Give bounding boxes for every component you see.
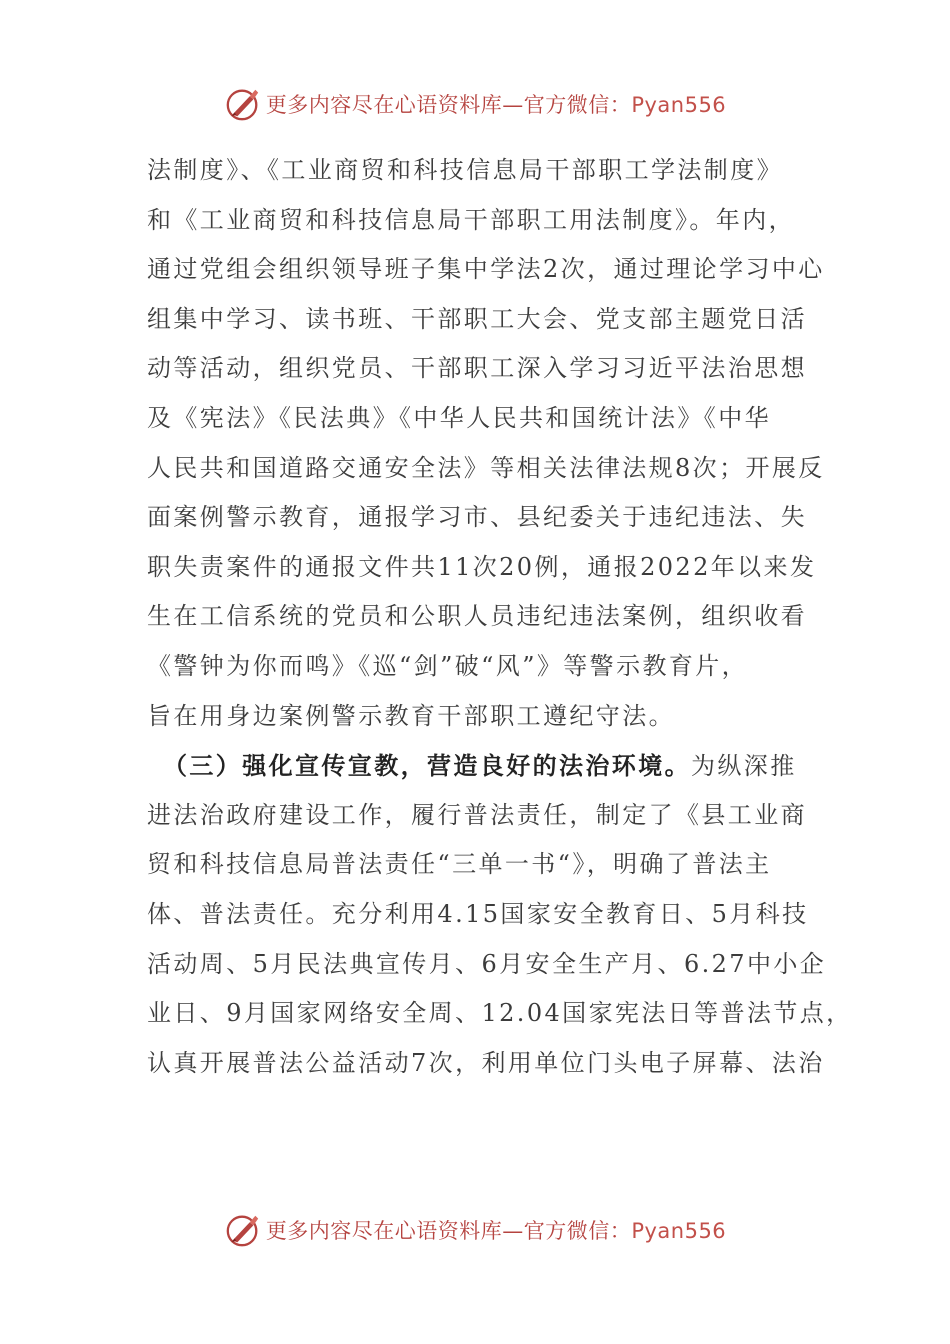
text-line: 和《工业商贸和科技信息局干部职工用法制度》。年内，: [147, 205, 795, 234]
text-line: 组集中学习、读书班、干部职工大会、党支部主题党日活: [147, 304, 807, 333]
text-line: 进法治政府建设工作，履行普法责任，制定了《县工业商: [147, 800, 807, 829]
pen-logo-icon: [224, 1211, 262, 1249]
text-line: 《警钟为你而鸣》《巡“剑”破“风”》等警示教育片，: [147, 651, 749, 680]
text-line: 面案例警示教育，通报学习市、县纪委关于违纪违法、失: [147, 503, 807, 532]
text-line: 人民共和国道路交通安全法》等相关法律法规8次；开展反: [147, 453, 825, 482]
text-line: 旨在用身边案例警示教育干部职工遵纪守法。: [147, 701, 675, 730]
banner-text: 更多内容尽在心语资料库—官方微信：Pyan556: [265, 93, 727, 117]
text-line: 贸和科技信息局普法责任“三单一书“》，明确了普法主: [147, 850, 772, 879]
header-banner: [0, 84, 950, 124]
text-line: 认真开展普法公益活动7次，利用单位门头电子屏幕、法治: [147, 1048, 825, 1077]
text-line: 法制度》、《工业商贸和科技信息局干部职工学法制度》: [147, 156, 783, 184]
wechat-handle: Pyan556: [631, 1219, 727, 1243]
wechat-handle: Pyan556: [631, 93, 727, 117]
text-line: 及《宪法》《民法典》《中华人民共和国统计法》《中华: [147, 403, 771, 432]
text-line: 动等活动，组织党员、干部职工深入学习习近平法治思想: [147, 354, 807, 383]
section-heading: （三）强化宣传宣教，营造良好的法治环境。: [163, 751, 691, 781]
footer-banner: [0, 1210, 950, 1250]
text-line: 业日、9月国家网络安全周、12.04国家宪法日等普法节点，: [147, 999, 853, 1028]
section-heading-line: [147, 741, 807, 791]
text-line: 活动周、5月民法典宣传月、6月安全生产月、6.27中小企: [147, 949, 827, 978]
section-first-line-rest: 为纵深推: [691, 752, 797, 781]
text-line: 体、普法责任。充分利用4.15国家安全教育日、5月科技: [147, 899, 809, 928]
text-line: 生在工信系统的党员和公职人员违纪违法案例，组织收看: [147, 602, 807, 631]
pen-logo-icon: [224, 85, 262, 123]
banner-text: 更多内容尽在心语资料库—官方微信：Pyan556: [265, 1219, 727, 1243]
text-line: 职失责案件的通报文件共11次20例，通报2022年以来发: [147, 552, 817, 581]
document-body: [147, 146, 853, 1088]
text-line: 通过党组会组织领导班子集中学法2次，通过理论学习中心: [147, 255, 825, 284]
